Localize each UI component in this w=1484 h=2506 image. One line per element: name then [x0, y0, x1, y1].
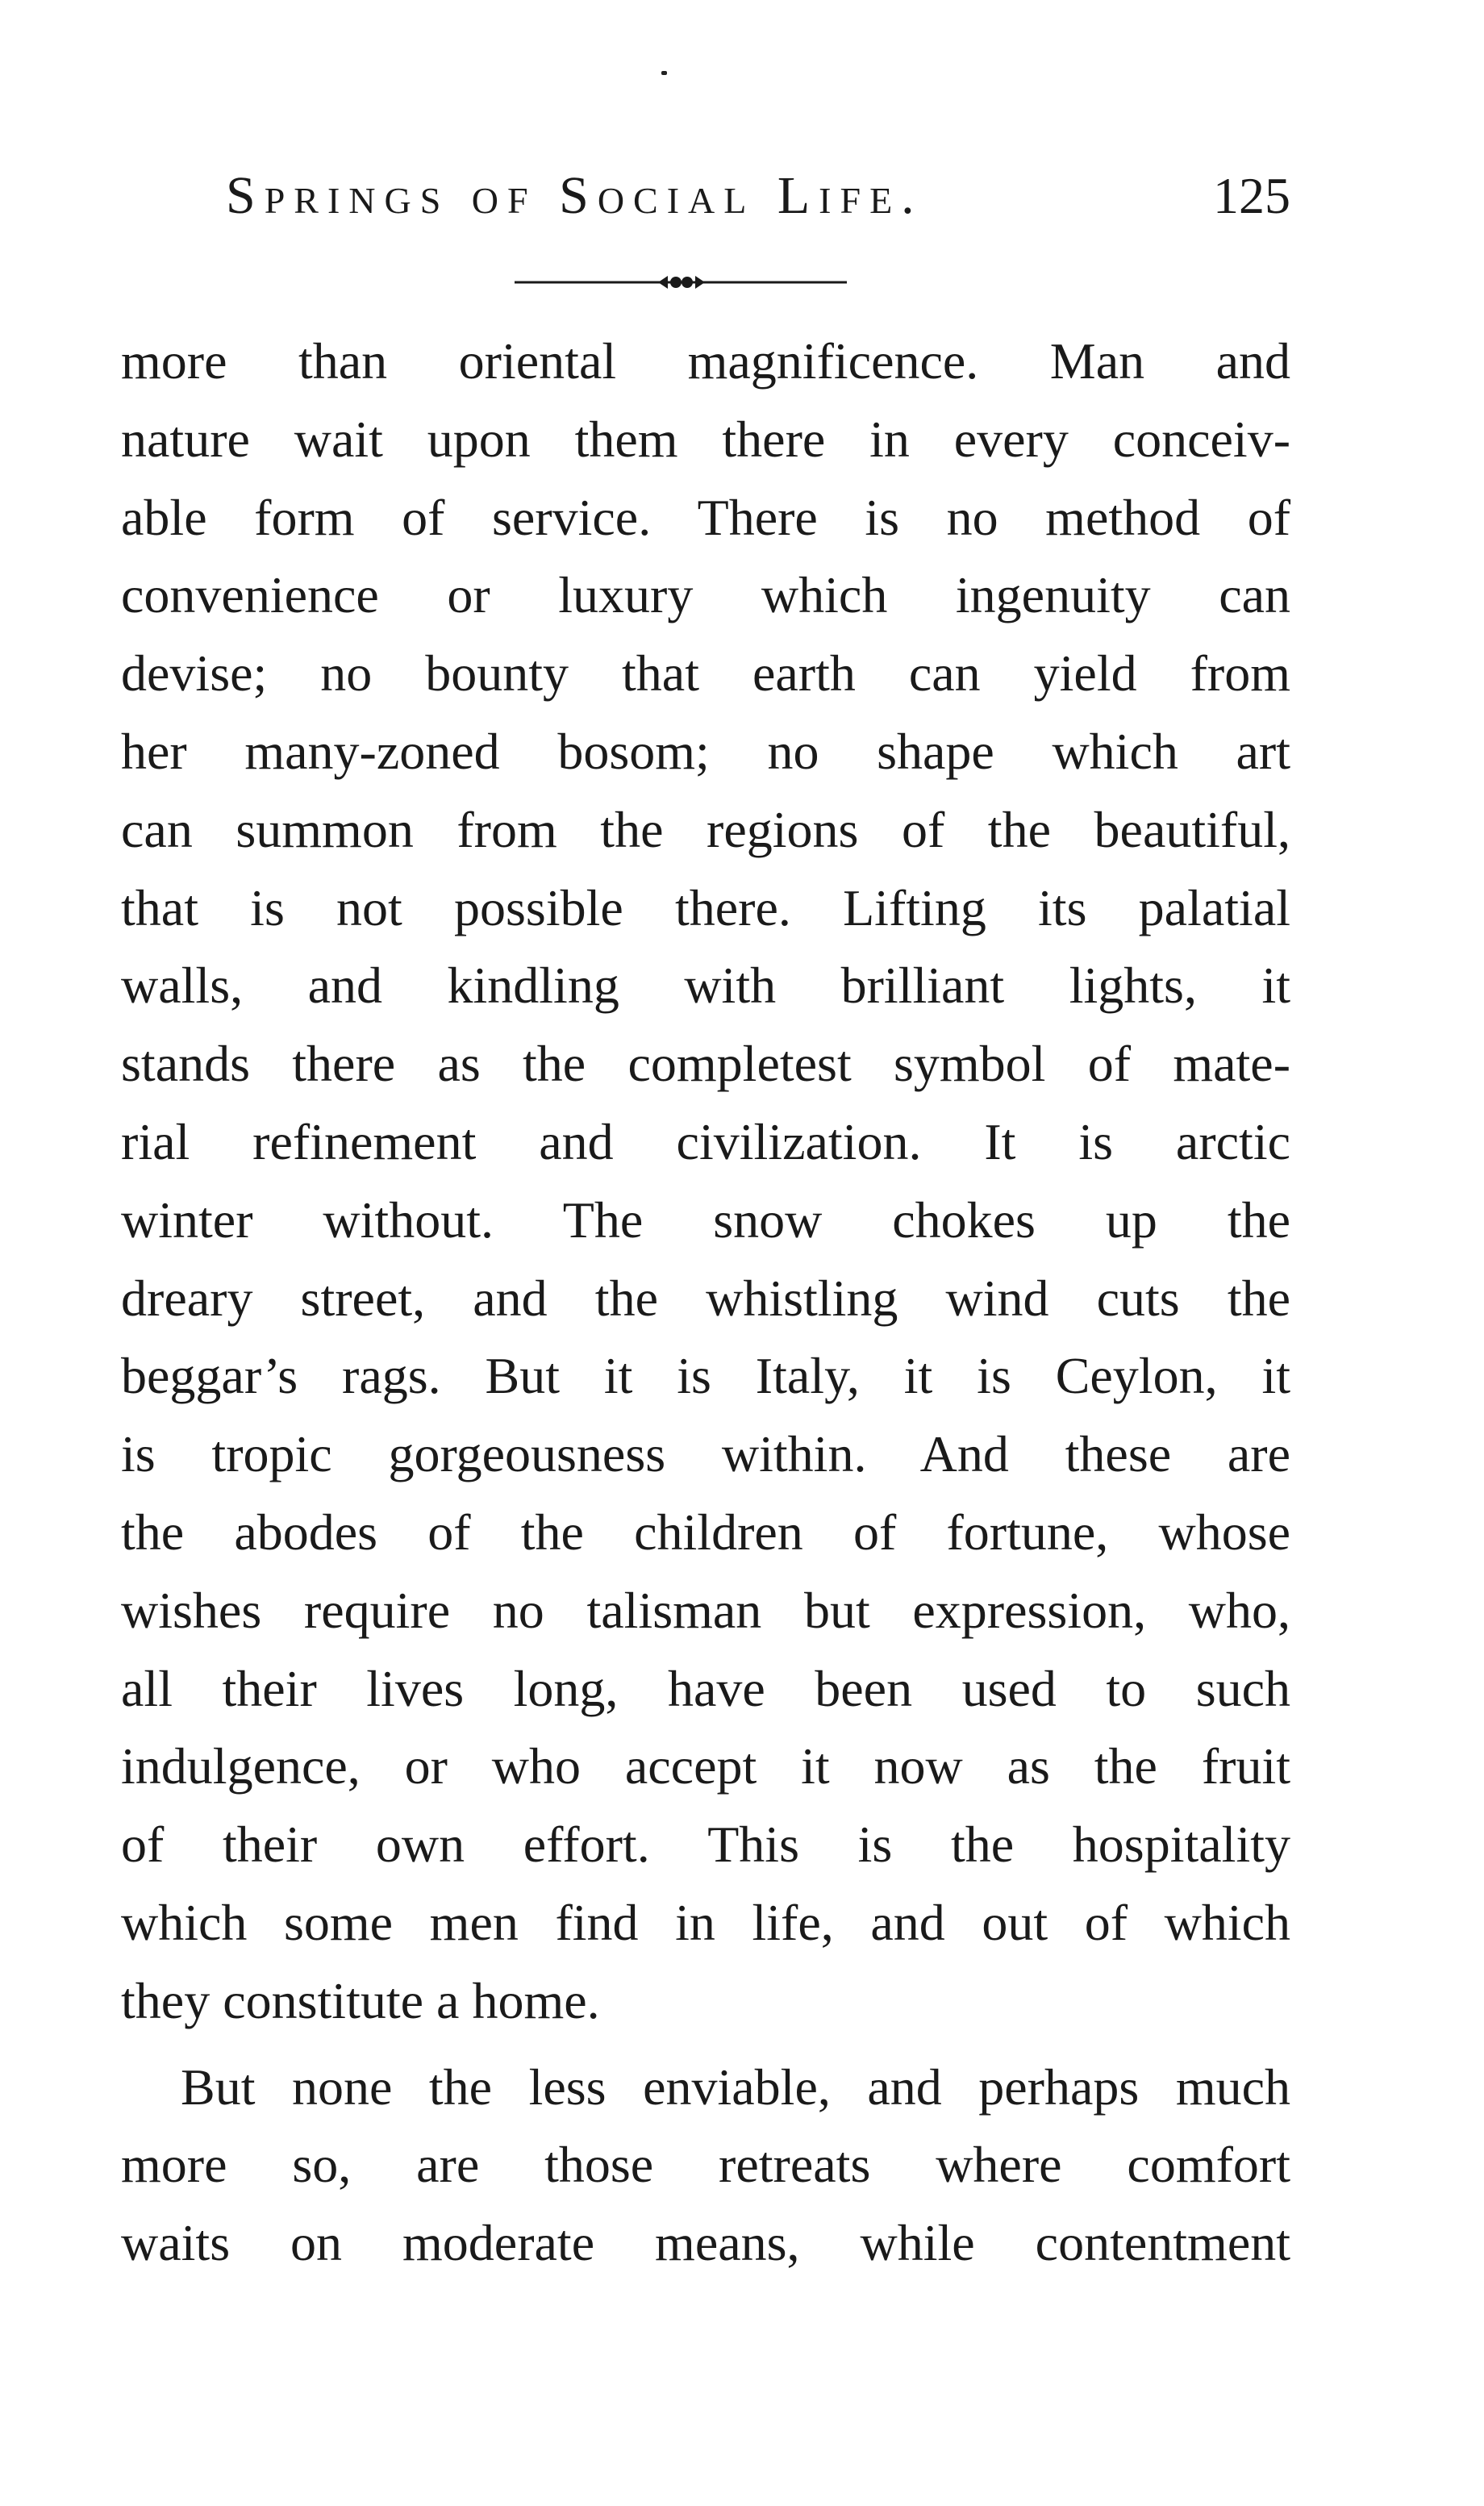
- page-number: 125: [1213, 167, 1290, 224]
- running-head-title: Springs of Social Life.: [226, 166, 923, 225]
- text-line: her many-zoned bosom; no shape which art: [121, 722, 1290, 780]
- text-line: the abodes of the children of fortune, whose: [121, 1503, 1290, 1561]
- text-line: convenience or luxury which ingenuity can: [121, 566, 1290, 624]
- text-line: which some men find in life, and out of which: [121, 1893, 1290, 1951]
- text-line: is tropic gorgeousness within. And these are: [121, 1425, 1290, 1483]
- text-line: they constitute a home.: [121, 1971, 600, 2029]
- text-line: indulgence, or who accept it now as the fruit: [121, 1737, 1290, 1795]
- text-line: winter without. The snow chokes up the: [121, 1190, 1290, 1249]
- text-line: nature wait upon them there in every conceiv-: [121, 410, 1290, 468]
- text-line: beggar’s rags. But it is Italy, it is Ceylon, it: [121, 1347, 1290, 1405]
- text-line: dreary street, and the whistling wind cuts the: [121, 1269, 1290, 1327]
- text-line: of their own effort. This is the hospitality: [121, 1816, 1290, 1874]
- text-line: able form of service. There is no method of: [121, 488, 1290, 546]
- text-line: stands there as the completest symbol of mate-: [121, 1035, 1290, 1093]
- text-line: rial refinement and civilization. It is arctic: [121, 1112, 1290, 1170]
- text-line: wishes require no talisman but expression, who,: [121, 1581, 1290, 1639]
- body-text: [121, 323, 1290, 2283]
- text-line: But none the less enviable, and perhaps much: [181, 2058, 1290, 2116]
- text-line: more than oriental magnificence. Man and: [121, 332, 1290, 390]
- text-line: can summon from the regions of the beautiful,: [121, 800, 1290, 858]
- text-line: that is not possible there. Lifting its palatial: [121, 878, 1290, 936]
- header-rule-ornament: [515, 266, 847, 298]
- text-line: walls, and kindling with brilliant lights, it: [121, 957, 1290, 1015]
- paragraph-gap: [121, 2041, 1290, 2049]
- ink-speck: [661, 71, 667, 75]
- text-line: waits on moderate means, while contentment: [121, 2214, 1290, 2272]
- text-line: all their lives long, have been used to such: [121, 1659, 1290, 1717]
- text-line: devise; no bounty that earth can yield from: [121, 644, 1290, 703]
- text-line: more so, are those retreats where comfort: [121, 2136, 1290, 2194]
